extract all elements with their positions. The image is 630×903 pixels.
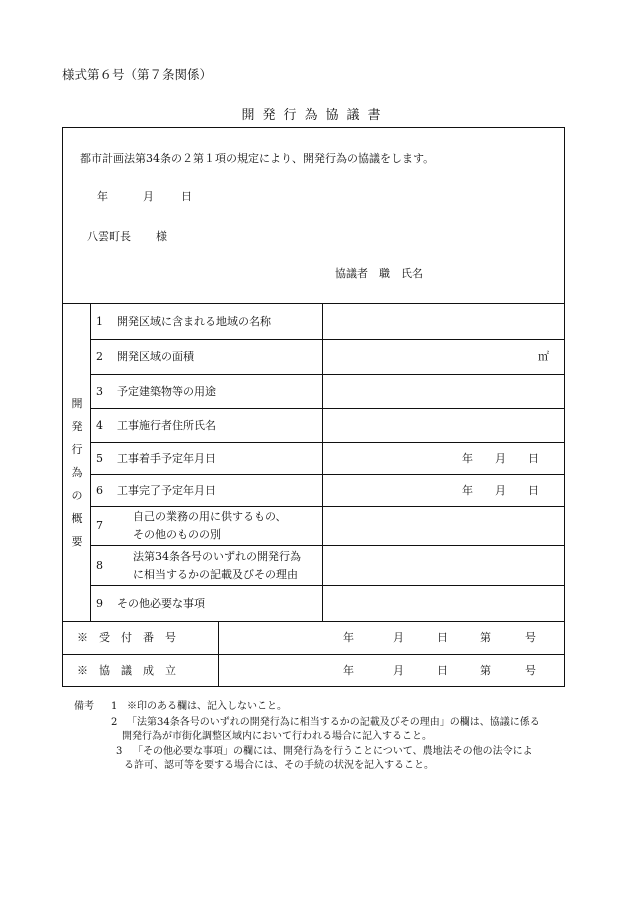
section-label-char: 概 (71, 512, 83, 525)
row-label-article34-line2: に相当するかの記載及びその理由 (133, 568, 298, 581)
addressee-name: 八雲町長 (87, 230, 131, 243)
note-2-line1: 「法第34条各号のいずれの開発行為に相当するかの記載及びその理由」の欄は、協議に係る (127, 717, 540, 728)
notes-heading: 備考 (74, 701, 94, 712)
row-number: 1 (96, 315, 103, 328)
row-number: 8 (96, 559, 103, 572)
own-use-field[interactable] (323, 507, 564, 545)
row-label-area-size: 開発区域の面積 (117, 350, 194, 363)
completion-date-field[interactable]: 年 月 日 (462, 484, 539, 497)
row-label-own-use: 自己の業務の用に供するもの、 (133, 510, 287, 523)
note-number: 3 (116, 746, 123, 757)
form-frame (62, 127, 565, 687)
other-field[interactable] (323, 586, 564, 621)
receipt-no-suffix: 号 (525, 631, 536, 644)
article34-field[interactable] (323, 546, 564, 585)
row-number: 5 (96, 452, 103, 465)
receipt-year[interactable]: 年 (343, 631, 354, 644)
divider-section-label (90, 303, 91, 621)
agreement-no-prefix: 第 (480, 664, 491, 677)
row-label-building-use: 予定建築物等の用途 (117, 385, 216, 398)
date-year[interactable]: 年 (97, 190, 108, 203)
receipt-month[interactable]: 月 (393, 631, 404, 644)
unit-square-meter: ㎡ (538, 350, 549, 363)
row-label-contractor: 工事施行者住所氏名 (117, 419, 216, 432)
agreement-year[interactable]: 年 (343, 664, 354, 677)
note-3-line2: る許可、認可等を要する場合には、その手続の状況を記入すること。 (124, 760, 434, 771)
consultee-label[interactable]: 協議者 職 氏名 (335, 267, 423, 280)
row-label-other: その他必要な事項 (117, 597, 205, 610)
receipt-number-label: ※ 受 付 番 号 (77, 631, 176, 644)
agreement-no-suffix: 号 (525, 664, 536, 677)
form-number: 様式第６号（第７条関係） (62, 67, 213, 82)
row-label-article34: 法第34条各号のいずれの開発行為 (133, 550, 301, 563)
note-1-text: ※印のある欄は、記入しないこと。 (127, 701, 287, 712)
row-line (63, 654, 564, 655)
row-label-completion-date: 工事完了予定年月日 (117, 484, 216, 497)
note-2-line2: 開発行為が市街化調整区域内において行われる場合に記入すること。 (122, 731, 432, 742)
intro-text: 都市計画法第34条の２第１項の規定により、開発行為の協議をします。 (80, 152, 435, 165)
row-number: 2 (96, 350, 103, 363)
section-label-char: 為 (71, 466, 83, 479)
agreement-label: ※ 協 議 成 立 (77, 664, 176, 677)
receipt-no-prefix: 第 (480, 631, 491, 644)
section-label-char: 発 (71, 420, 83, 433)
page-title: 開発行為協議書 (241, 108, 389, 123)
date-month[interactable]: 月 (143, 190, 154, 203)
note-number: 2 (111, 717, 118, 728)
row-number: 3 (96, 385, 103, 398)
section-label-char: 行 (71, 443, 83, 456)
addressee-honorific: 様 (156, 230, 167, 243)
row-line (90, 474, 564, 475)
row-number: 4 (96, 419, 103, 432)
row-label-area-name: 開発区域に含まれる地域の名称 (117, 315, 271, 328)
agreement-month[interactable]: 月 (393, 664, 404, 677)
row-number: 6 (96, 484, 103, 497)
row-label-own-use-line2: その他のものの別 (133, 528, 221, 541)
note-number: 1 (111, 701, 118, 712)
row-label-start-date: 工事着手予定年月日 (117, 452, 216, 465)
agreement-day[interactable]: 日 (437, 664, 448, 677)
area-size-field[interactable] (323, 340, 564, 374)
building-use-field[interactable] (323, 375, 564, 408)
row-number: 7 (96, 519, 103, 532)
receipt-day[interactable]: 日 (437, 631, 448, 644)
note-3-line1: 「その他必要な事項」の欄には、開発行為を行うことについて、農地法その他の法令によ (133, 746, 533, 757)
divider-office-use (218, 621, 219, 686)
section-label-char: 要 (71, 535, 83, 548)
row-line (63, 621, 564, 622)
row-line (90, 442, 564, 443)
row-number: 9 (96, 597, 103, 610)
section-label-char: の (71, 489, 83, 502)
date-day[interactable]: 日 (181, 190, 192, 203)
contractor-field[interactable] (323, 409, 564, 442)
start-date-field[interactable]: 年 月 日 (462, 452, 539, 465)
area-name-field[interactable] (323, 304, 564, 339)
section-label-char: 開 (71, 397, 83, 410)
